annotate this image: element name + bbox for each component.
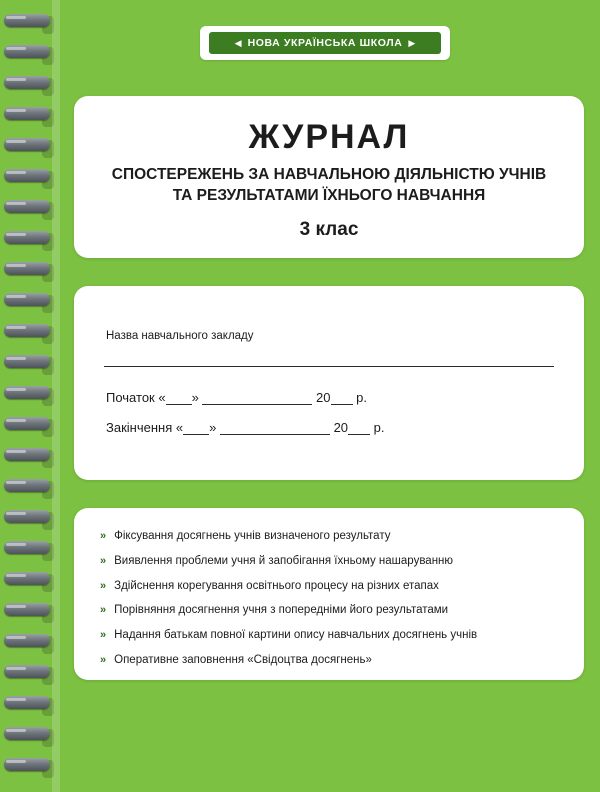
binding-ring [4, 324, 50, 337]
binding-ring [4, 448, 50, 461]
end-date-suffix: р. [370, 420, 385, 435]
start-date-mid: » [191, 390, 203, 405]
start-date-field[interactable] [106, 390, 367, 405]
binding-ring [4, 510, 50, 523]
double-chevron-icon: » [100, 629, 106, 642]
list-item-label: Здійснення корегування освітнього процесу на різних етапах [114, 579, 439, 592]
cover-content [60, 0, 600, 792]
list-item [98, 654, 560, 668]
nush-badge-label: НОВА УКРАЇНСЬКА ШКОЛА [247, 37, 403, 49]
paper-edge [52, 0, 60, 792]
institution-write-line[interactable] [104, 366, 554, 367]
list-item-label: Фіксування досягнень учнів визначеного результату [114, 530, 391, 542]
arrow-left-icon: ◀ [234, 37, 242, 48]
binding-ring [4, 107, 50, 120]
list-item [98, 604, 560, 618]
binding-ring [4, 665, 50, 678]
binding-ring [4, 262, 50, 275]
institution-label: Назва навчального закладу [106, 330, 254, 342]
binding-ring [4, 45, 50, 58]
binding-ring [4, 727, 50, 740]
spiral-rings [0, 0, 60, 792]
start-date-suffix: р. [352, 390, 367, 405]
end-date-field[interactable] [106, 420, 385, 435]
list-item [98, 629, 560, 643]
binding-ring [4, 355, 50, 368]
list-item-label: Оперативне заповнення «Свідоцтва досягнень» [114, 653, 372, 666]
double-chevron-icon: » [100, 604, 106, 617]
start-day-blank[interactable] [166, 391, 192, 405]
end-date-prefix: Закінчення « [106, 420, 184, 435]
binding-ring [4, 479, 50, 492]
start-year-blank[interactable] [331, 391, 353, 405]
end-year-prefix: 20 [333, 420, 349, 435]
end-month-blank[interactable] [220, 421, 330, 435]
binding-ring [4, 417, 50, 430]
binding-ring [4, 293, 50, 306]
end-date-mid: » [209, 420, 220, 435]
title-subtitle-line2: ТА РЕЗУЛЬТАТАМИ ЇХНЬОГО НАВЧАННЯ [172, 186, 486, 204]
features-card [74, 508, 584, 680]
binding-ring [4, 138, 50, 151]
binding-ring [4, 231, 50, 244]
page-title: ЖУРНАЛ [248, 118, 410, 156]
fields-card [74, 286, 584, 480]
list-item-label: Порівняння досягнення учня з попередніми його результатами [114, 604, 449, 617]
title-card [74, 96, 584, 258]
double-chevron-icon: » [100, 554, 106, 567]
list-item [98, 555, 560, 569]
spiral-binding [0, 0, 60, 792]
end-day-blank[interactable] [183, 421, 209, 435]
binding-ring [4, 76, 50, 89]
title-subtitle-line1: СПОСТЕРЕЖЕНЬ ЗА НАВЧАЛЬНОЮ ДІЯЛЬНІСТЮ УЧНІВ [111, 166, 547, 183]
binding-ring [4, 603, 50, 616]
list-item [98, 530, 560, 544]
binding-ring [4, 634, 50, 647]
arrow-right-icon: ▶ [408, 37, 416, 48]
binding-ring [4, 758, 50, 771]
double-chevron-icon: » [100, 530, 106, 542]
binding-ring [4, 572, 50, 585]
start-year-prefix: 20 [316, 390, 331, 405]
binding-ring [4, 541, 50, 554]
nush-badge-inner [209, 32, 441, 54]
binding-ring [4, 696, 50, 709]
start-date-prefix: Початок « [106, 390, 166, 405]
binding-ring [4, 169, 50, 182]
list-item [98, 580, 560, 594]
list-item-label: Виявлення проблеми учня й запобігання їхньому нашаруванню [114, 554, 454, 567]
end-year-blank[interactable] [348, 421, 370, 435]
double-chevron-icon: » [100, 653, 106, 666]
binding-ring [4, 200, 50, 213]
grade-label: 3 клас [299, 218, 359, 240]
binding-ring [4, 386, 50, 399]
list-item-label: Надання батькам повної картини опису навчальних досягнень учнів [114, 629, 478, 642]
start-month-blank[interactable] [202, 391, 312, 405]
nush-badge [200, 26, 450, 60]
binding-ring [4, 14, 50, 27]
double-chevron-icon: » [100, 579, 106, 592]
features-list [74, 508, 584, 668]
